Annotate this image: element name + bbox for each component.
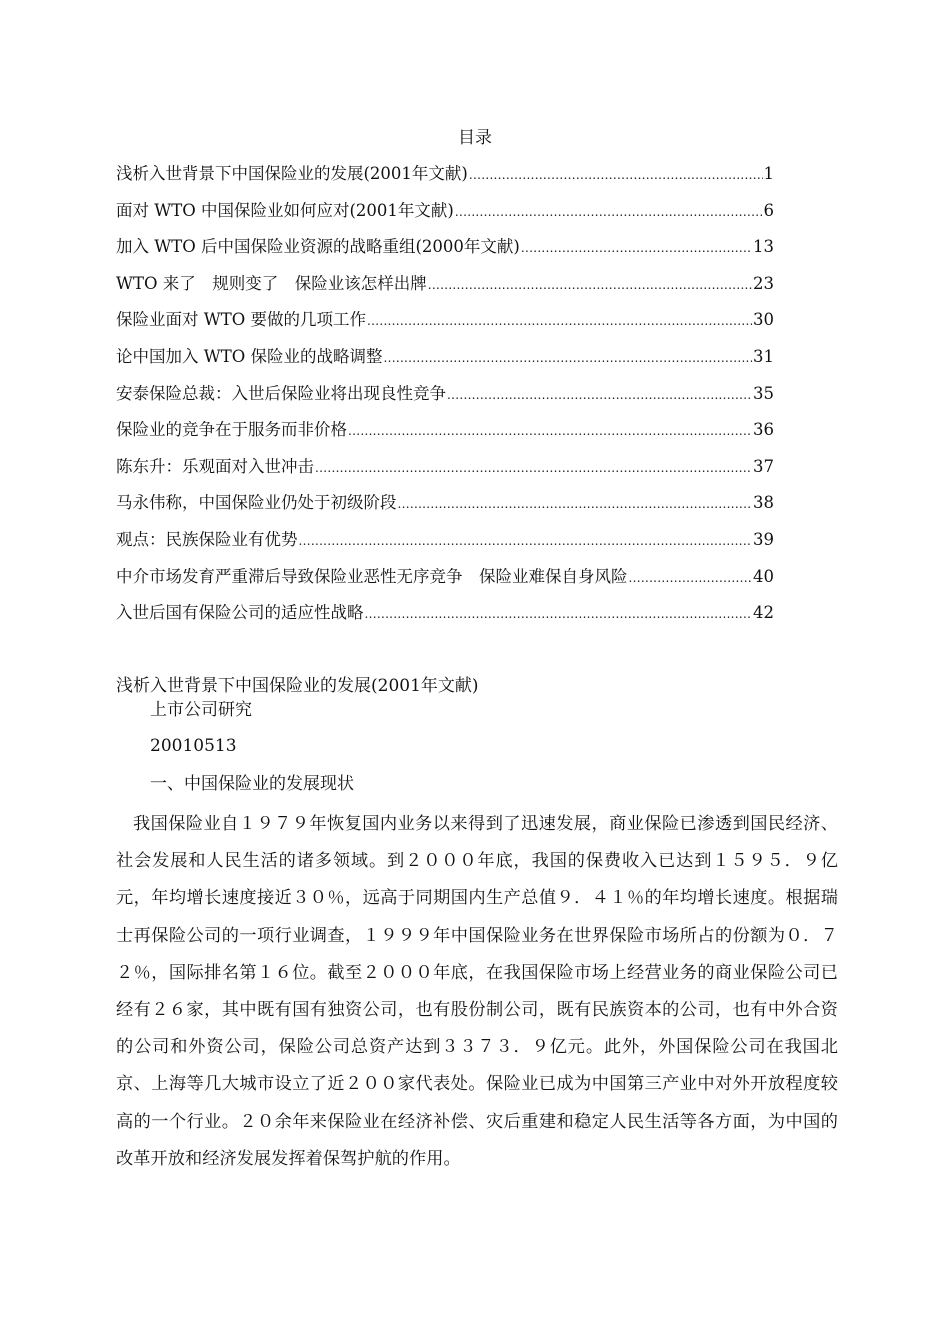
toc-entry[interactable] [116,306,774,343]
toc-entry-title: 面对 WTO 中国保险业如何应对(2001年文献) [116,200,454,220]
toc-entry-page: 30 [753,310,774,330]
toc-entry-page: 38 [753,493,774,513]
toc-entry-page: 31 [753,346,774,366]
toc-entry[interactable] [116,197,774,234]
toc-entry[interactable] [116,453,774,490]
toc-leader-dots [521,234,752,262]
toc-leader-dots [367,307,752,335]
toc-entry[interactable] [116,489,774,526]
toc-leader-dots [348,417,752,445]
toc-entry-title: 加入 WTO 后中国保险业资源的战略重组(2000年文献) [116,237,520,257]
toc-entry[interactable] [116,563,774,600]
toc-entry-page: 37 [753,456,774,476]
toc-entry-title: 保险业的竞争在于服务而非价格 [116,420,347,440]
toc-entry-title: 入世后国有保险公司的适应性战略 [116,603,364,623]
toc-entry-title: 保险业面对 WTO 要做的几项工作 [116,310,366,330]
toc-entry-title: 浅析入世背景下中国保险业的发展(2001年文献) [116,164,468,183]
toc-entry-page: 39 [753,529,774,549]
toc-entry-page: 42 [753,603,774,623]
toc-entry[interactable] [116,233,774,270]
toc-entry-page: 36 [753,420,774,440]
body-paragraph: 我国保险业自１９７９年恢复国内业务以来得到了迅速发展，商业保险已渗透到国民经济、社会发展和人民生活的诸多领域。到２０００年底，我国的保费收入已达到１５９５．９亿元，年均增长速度接近３０％，远高于同期国内生产总值９．４１％的年均增长速度。根据瑞士再保险公司的一项行业调查，１９９９年中国保险业务在世界保险市场所占的份额为０．７２％，国际排名第１６位。截至２０００年底，在我国保险市场上经营业务的商业保险公司已经有２６家，其中既有国有独资公司，也有股份制公司，既有民族资本的公司，也有中外合资的公司和外资公司，保险公司总资产达到３３７３．９亿元。此外，外国保险公司在我国北京、上海等几大城市设立了近２００家代表处。保险业已成为中国第三产业中对外开放程度较高的一个行业。２０余年来保险业在经济补偿、灾后重建和稳定人民生活等各方面，为中国的改革开放和经济发展发挥着保驾护航的作用。 [116,814,838,1169]
toc-entry-title: 安泰保险总裁：入世后保险业将出现良性竞争 [116,383,446,403]
toc-entry-title: 观点：民族保险业有优势 [116,529,298,549]
toc-entry[interactable] [116,599,774,636]
toc-entry[interactable] [116,343,774,380]
toc-entry[interactable] [116,160,774,197]
toc-entry[interactable] [116,380,774,417]
toc-entry-page: 40 [753,566,774,586]
toc-entry-page: 1 [763,164,774,183]
toc-entry[interactable] [116,270,774,307]
toc-leader-dots [315,454,752,482]
toc-entry-title: WTO 来了 规则变了 保险业该怎样出牌 [116,273,427,293]
toc-entry-page: 23 [753,273,774,293]
toc-entry-title: 中介市场发育严重滞后导致保险业恶性无序竞争 保险业难保自身风险 [116,566,628,586]
table-of-contents [116,160,774,636]
toc-leader-dots [365,600,753,628]
toc-leader-dots [383,344,752,372]
toc-entry[interactable] [116,526,774,563]
toc-entry-page: 6 [763,200,774,220]
toc-leader-dots [629,564,753,592]
article [116,674,838,1178]
toc-entry-title: 陈东升：乐观面对入世冲击 [116,456,314,476]
toc-leader-dots [447,381,752,409]
toc-leader-dots [469,161,763,189]
toc-leader-dots [299,527,753,555]
toc-entry[interactable] [116,416,774,453]
article-date: 20010513 [150,736,237,756]
toc-entry-page: 35 [753,383,774,403]
toc-entry-title: 论中国加入 WTO 保险业的战略调整 [116,346,383,366]
toc-leader-dots [428,271,752,299]
toc-entry-title: 马永伟称，中国保险业仍处于初级阶段 [116,493,397,513]
toc-title: 目录 [458,128,492,148]
toc-leader-dots [455,198,763,226]
article-source: 上市公司研究 [150,700,252,720]
section-heading: 一、中国保险业的发展现状 [150,774,354,794]
toc-leader-dots [398,490,753,518]
article-title: 浅析入世背景下中国保险业的发展(2001年文献) [116,676,479,696]
toc-entry-page: 13 [753,237,774,257]
